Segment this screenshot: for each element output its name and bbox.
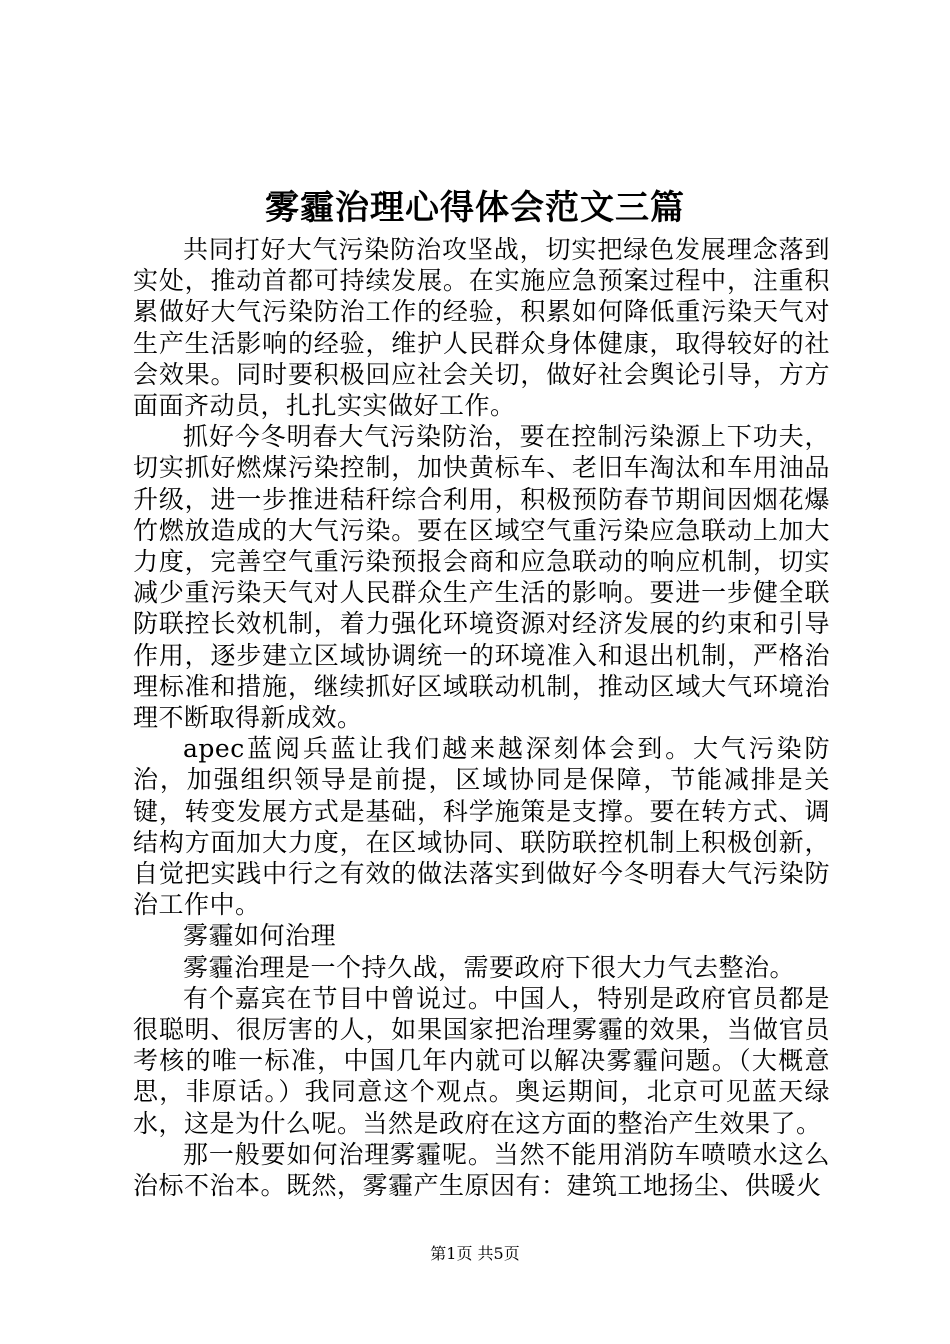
page-number-footer: 第1页 共5页 — [430, 1244, 520, 1263]
paragraph: 那一般要如何治理雾霾呢。当然不能用消防车喷喷水这么治标不治本。既然，雾霾产生原因有：建筑工地扬尘、供暖火 — [133, 1139, 830, 1201]
section-heading: 雾霾如何治理 — [183, 921, 337, 951]
paragraph: 共同打好大气污染防治攻坚战，切实把绿色发展理念落到实处，推动首都可持续发展。在实施应急预案过程中，注重积累做好大气污染防治工作的经验，积累如何降低重污染天气对生产生活影响的经验，维护人民群众身体健康，取得较好的社会效果。同时要积极回应社会关切，做好社会舆论引导，方方面面齐动员，扎扎实实做好工作。 — [133, 235, 830, 421]
paragraph: apec蓝阅兵蓝让我们越来越深刻体会到。大气污染防治，加强组织领导是前提，区域协同是保障，节能减排是关键，转变发展方式是基础，科学施策是支撑。要在转方式、调结构方面加大力度，在区域协同、联防联控机制上积极创新，自觉把实践中行之有效的做法落实到做好今冬明春大气污染防治工作中。 — [133, 734, 830, 920]
paragraph: 有个嘉宾在节目中曾说过。中国人，特别是政府官员都是很聪明、很厉害的人，如果国家把治理雾霾的效果，当做官员考核的唯一标准，中国几年内就可以解决雾霾问题。（大概意思，非原话。）我同意这个观点。奥运期间，北京可见蓝天绿水，这是为什么呢。当然是政府在这方面的整治产生效果了。 — [133, 983, 830, 1138]
paragraph: 雾霾治理是一个持久战，需要政府下很大力气去整治。 — [183, 952, 796, 982]
document-title: 雾霾治理心得体会范文三篇 — [265, 188, 685, 228]
paragraph: 抓好今冬明春大气污染防治，要在控制污染源上下功夫，切实抓好燃煤污染控制，加快黄标车、老旧车淘汰和车用油品升级，进一步推进秸秆综合利用，积极预防春节期间因烟花爆竹燃放造成的大气污染。要在区域空气重污染应急联动上加大力度，完善空气重污染预报会商和应急联动的响应机制，切实减少重污染天气对人民群众生产生活的影响。要进一步健全联防联控长效机制，着力强化环境资源对经济发展的约束和引导作用，逐步建立区域协调统一的环境准入和退出机制，严格治理标准和措施，继续抓好区域联动机制，推动区域大气环境治理不断取得新成效。 — [133, 422, 830, 733]
document-body — [133, 234, 830, 1201]
